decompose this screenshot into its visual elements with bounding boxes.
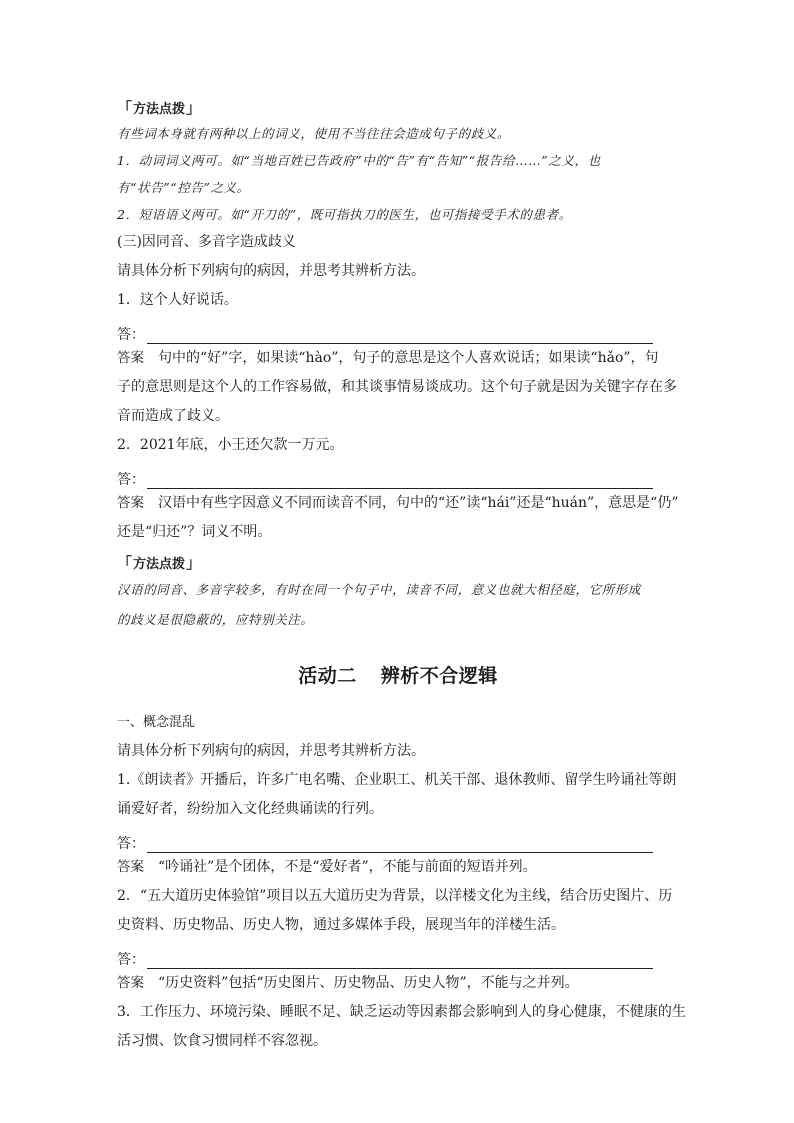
answer-label: 答： [117, 472, 145, 488]
question-text: 2．2021年底，小王还欠款一万元。 [117, 437, 344, 453]
answer-explanation [117, 344, 679, 373]
answer-key-label: 答案 [117, 350, 144, 366]
activity-title [117, 661, 679, 688]
question-text: 活习惯、饮食习惯同样不容忽视。 [117, 1033, 327, 1049]
answer-key-text: 句中的“好”字，如果读“hào”，句子的意思是这个人喜欢说话；如果读“hǎo”，句 [158, 350, 659, 366]
answer-label: 答： [117, 836, 145, 852]
answer-key-text: 还是“归还”？词义不明。 [117, 524, 272, 540]
answer-key-label: 答案 [117, 859, 144, 875]
answer-row [117, 315, 679, 344]
question-text: 2．“五大道历史体验馆”项目以五大道历史为背景，以洋楼文化为主线，结合历史图片、历 [117, 888, 673, 904]
answer-label: 答： [117, 327, 145, 343]
method-tip-line: 2．短语语义两可。如“开刀的”，既可指执刀的医生，也可指接受手术的患者。 [117, 207, 572, 222]
answer-blank-line[interactable] [147, 324, 653, 344]
answer-key-text: 汉语中有些字因意义不同而读音不同，句中的“还”读“hái”还是“huán”，意思是“仍” [158, 495, 679, 511]
answer-key-text: 子的意思则是这个人的工作容易做，和其谈事情易谈成功。这个句子就是因为关键字存在多 [117, 379, 677, 395]
method-tip-title: 方法点拨 [133, 101, 186, 117]
method-tip-heading [117, 551, 679, 573]
answer-explanation [117, 853, 679, 882]
instruction-text: 请具体分析下列病句的病因，并思考其辨析方法。 [117, 263, 425, 279]
answer-label: 答： [117, 952, 145, 968]
activity-title-part2: 辨析不合逻辑 [380, 665, 498, 687]
method-tip-line: 汉语的同音、多音字较多，有时在同一个句子中，读音不同，意义也就大相径庭，它所形成 [117, 582, 642, 597]
answer-explanation [117, 489, 679, 518]
answer-key-text: “历史资料”包括“历史图片、历史物品、历史人物”，不能与之并列。 [158, 975, 579, 991]
answer-row [117, 460, 679, 489]
answer-blank-line[interactable] [147, 833, 653, 853]
question-text: 3．工作压力、环境污染、睡眠不足、缺乏运动等因素都会影响到人的身心健康，不健康的生 [117, 1004, 686, 1020]
sub-heading: 一、概念混乱 [117, 715, 196, 730]
bracket-open: 「 [117, 98, 133, 117]
document-page [117, 96, 686, 1056]
method-tip-line: 1．动词词义两可。如“当地百姓已告政府”中的“告”有“告知”“报告给……”之义，也 [117, 153, 601, 168]
answer-row [117, 940, 679, 969]
section-heading: (三)因同音、多音字造成歧义 [117, 234, 296, 250]
question-text: 诵爱好者，纷纷加入文化经典诵读的行列。 [117, 801, 383, 817]
bracket-close: 」 [186, 98, 202, 117]
answer-row [117, 824, 679, 853]
answer-explanation [117, 969, 679, 998]
bracket-close: 」 [186, 553, 202, 572]
answer-blank-line[interactable] [147, 949, 653, 969]
answer-key-text: “吟诵社”是个团体，不是“爱好者”，不能与前面的短语并列。 [158, 859, 537, 875]
method-tip-title: 方法点拨 [133, 556, 186, 572]
answer-key-text: 音而造成了歧义。 [117, 408, 229, 424]
answer-key-label: 答案 [117, 495, 144, 511]
question-text: 1.《朗读者》开播后，许多广电名嘴、企业职工、机关干部、退休教师、留学生吟诵社等朗 [117, 772, 677, 788]
bracket-open: 「 [117, 553, 133, 572]
method-tip-line: 的歧义是很隐蔽的，应特别关注。 [117, 612, 314, 627]
instruction-text: 请具体分析下列病句的病因，并思考其辨析方法。 [117, 743, 425, 759]
question-text: 1．这个人好说话。 [117, 292, 238, 308]
activity-title-part1: 活动二 [298, 665, 357, 687]
method-tip-line: 有“状告”“控告”之义。 [117, 180, 250, 195]
answer-blank-line[interactable] [147, 469, 653, 489]
method-tip-heading [117, 96, 679, 118]
method-tip-line: 有些词本身就有两种以上的词义，使用不当往往会造成句子的歧义。 [117, 126, 511, 141]
answer-key-label: 答案 [117, 975, 144, 991]
question-text: 史资料、历史物品、历史人物，通过多媒体手段，展现当年的洋楼生活。 [117, 917, 565, 933]
